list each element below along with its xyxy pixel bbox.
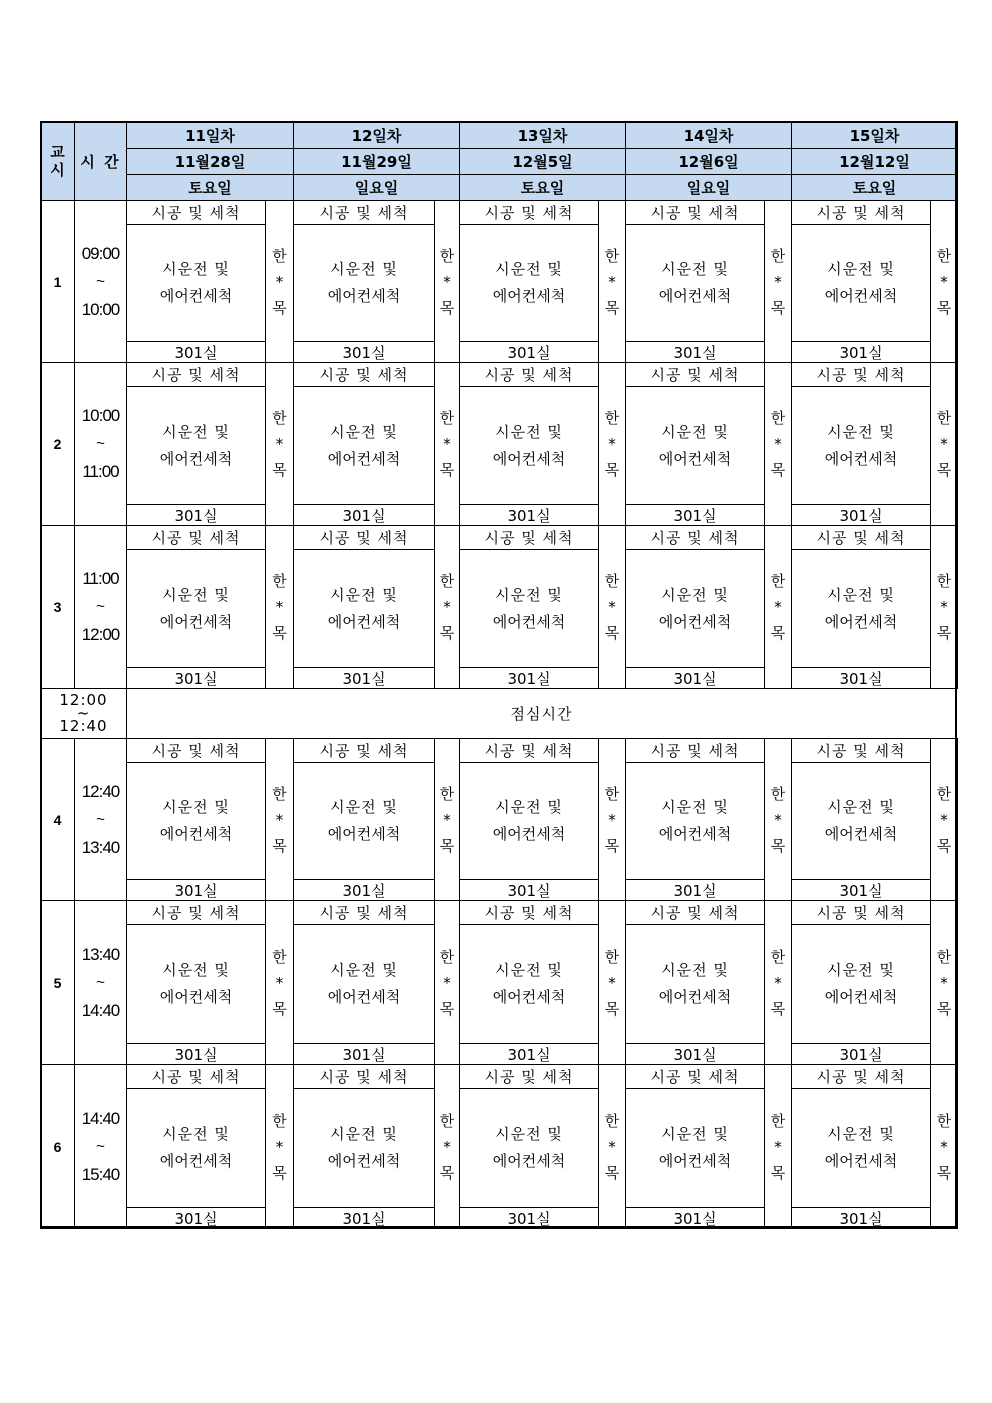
lesson-title-line1: 시운전 및 bbox=[330, 1125, 398, 1143]
lesson-title-line1: 시운전 및 bbox=[162, 1125, 230, 1143]
day-number: 15일차 bbox=[849, 126, 900, 145]
period-number-label: 1 bbox=[53, 273, 62, 290]
instructor-char-2: * bbox=[443, 435, 451, 453]
instructor-char-2: * bbox=[940, 973, 948, 992]
instructor-char-2: * bbox=[608, 598, 616, 616]
instructor-char-3: 목 bbox=[936, 298, 952, 317]
time-start: 13:40 bbox=[81, 944, 120, 964]
lunch-time-end: 12:40 bbox=[59, 717, 108, 735]
instructor-char-3: 목 bbox=[439, 836, 455, 855]
instructor-char-1: 한 bbox=[439, 572, 455, 590]
time-start: 12:40 bbox=[81, 781, 120, 801]
instructor-char-3: 목 bbox=[272, 999, 287, 1018]
time-end: 13:40 bbox=[81, 837, 120, 857]
lesson-room-label: 301실 bbox=[507, 343, 551, 362]
lesson-title-line1: 시운전 및 bbox=[661, 585, 729, 604]
instructor-char-2: * bbox=[940, 435, 948, 453]
lesson-room-label: 301실 bbox=[174, 1209, 218, 1228]
instructor-char-3: 목 bbox=[604, 624, 620, 642]
weekday: 일요일 bbox=[354, 179, 399, 197]
lesson-category-label: 시공 및 세척 bbox=[319, 529, 409, 547]
lesson-title-line1: 시운전 및 bbox=[162, 260, 230, 278]
lesson-room-label: 301실 bbox=[507, 506, 551, 525]
lesson-title-line1: 시운전 및 bbox=[827, 260, 895, 278]
lesson-title-line2: 에어컨세척 bbox=[658, 612, 732, 631]
instructor-char-2: * bbox=[275, 1137, 284, 1156]
lesson-title-line1: 시운전 및 bbox=[495, 260, 563, 278]
instructor-char-2: * bbox=[275, 435, 284, 453]
instructor-char-3: 목 bbox=[604, 298, 620, 317]
lesson-title-line2: 에어컨세척 bbox=[658, 1152, 732, 1170]
period-number-label: 2 bbox=[53, 436, 62, 452]
lesson-category-label: 시공 및 세척 bbox=[650, 204, 740, 222]
lesson-room-label: 301실 bbox=[673, 1209, 717, 1228]
instructor-char-1: 한 bbox=[770, 947, 786, 966]
timetable bbox=[40, 121, 957, 1228]
lesson-title-line2: 에어컨세척 bbox=[492, 1152, 566, 1170]
lesson-title-line2: 에어컨세척 bbox=[824, 449, 898, 468]
lesson-title-line2: 에어컨세척 bbox=[159, 449, 233, 468]
lesson-category-label: 시공 및 세척 bbox=[650, 366, 740, 384]
lunch-label: 점심시간 bbox=[510, 705, 573, 723]
lesson-title-line1: 시운전 및 bbox=[661, 961, 729, 979]
date: 12월6일 bbox=[678, 153, 739, 171]
instructor-char-1: 한 bbox=[604, 947, 620, 966]
instructor-char-2: * bbox=[940, 598, 948, 616]
weekday: 토요일 bbox=[520, 179, 565, 197]
time-end: 14:40 bbox=[81, 1000, 120, 1020]
lesson-title-line2: 에어컨세척 bbox=[824, 1152, 898, 1170]
instructor-char-2: * bbox=[443, 1137, 451, 1156]
instructor-char-2: * bbox=[608, 435, 616, 453]
instructor-char-2: * bbox=[608, 973, 616, 992]
lesson-category-label: 시공 및 세척 bbox=[484, 204, 574, 222]
instructor-char-3: 목 bbox=[770, 1163, 786, 1182]
lesson-title-line1: 시운전 및 bbox=[162, 798, 230, 816]
period-header-label: 교 시 bbox=[50, 143, 65, 179]
instructor-char-2: * bbox=[940, 1137, 948, 1156]
instructor-char-2: * bbox=[774, 810, 782, 829]
lesson-room-label: 301실 bbox=[507, 669, 551, 688]
time-start: 09:00 bbox=[81, 243, 120, 263]
instructor-char-1: 한 bbox=[936, 409, 952, 427]
lesson-room-label: 301실 bbox=[342, 1209, 386, 1228]
lesson-title-line1: 시운전 및 bbox=[162, 585, 230, 604]
instructor-char-3: 목 bbox=[272, 461, 287, 479]
instructor-char-1: 한 bbox=[936, 246, 952, 265]
lesson-title-line2: 에어컨세척 bbox=[159, 988, 233, 1006]
instructor-char-3: 목 bbox=[604, 1163, 620, 1182]
lesson-category-label: 시공 및 세척 bbox=[816, 529, 906, 547]
lesson-title-line2: 에어컨세척 bbox=[159, 825, 233, 843]
instructor-char-1: 한 bbox=[272, 409, 287, 427]
instructor-char-3: 목 bbox=[272, 1163, 287, 1182]
time-end: 10:00 bbox=[81, 299, 120, 319]
lesson-title-line2: 에어컨세척 bbox=[327, 1152, 401, 1170]
instructor-char-1: 한 bbox=[439, 1111, 455, 1130]
lesson-room-label: 301실 bbox=[673, 881, 717, 900]
instructor-char-1: 한 bbox=[604, 1111, 620, 1130]
instructor-char-2: * bbox=[774, 973, 782, 992]
instructor-char-1: 한 bbox=[439, 784, 455, 803]
instructor-char-1: 한 bbox=[604, 572, 620, 590]
instructor-char-3: 목 bbox=[936, 999, 952, 1018]
lesson-room-label: 301실 bbox=[839, 669, 883, 688]
instructor-char-3: 목 bbox=[604, 461, 620, 479]
instructor-char-1: 한 bbox=[439, 246, 455, 265]
period-number-label: 5 bbox=[53, 974, 62, 991]
lesson-category-label: 시공 및 세척 bbox=[319, 1068, 409, 1086]
instructor-char-2: * bbox=[608, 1137, 616, 1156]
lesson-title-line2: 에어컨세척 bbox=[824, 988, 898, 1006]
instructor-char-1: 한 bbox=[936, 947, 952, 966]
lesson-category-label: 시공 및 세척 bbox=[650, 742, 740, 760]
lesson-title-line1: 시운전 및 bbox=[661, 422, 729, 441]
instructor-char-3: 목 bbox=[770, 461, 786, 479]
instructor-char-3: 목 bbox=[604, 999, 620, 1018]
lesson-title-line2: 에어컨세척 bbox=[327, 988, 401, 1006]
weekday: 토요일 bbox=[852, 179, 897, 197]
lesson-category-label: 시공 및 세척 bbox=[151, 742, 241, 760]
instructor-char-1: 한 bbox=[272, 947, 287, 966]
instructor-char-1: 한 bbox=[439, 409, 455, 427]
lesson-room-label: 301실 bbox=[839, 881, 883, 900]
lesson-title-line1: 시운전 및 bbox=[162, 422, 230, 441]
lesson-category-label: 시공 및 세척 bbox=[484, 529, 574, 547]
lesson-title-line2: 에어컨세척 bbox=[658, 449, 732, 468]
lesson-room-label: 301실 bbox=[342, 506, 386, 525]
instructor-char-2: * bbox=[940, 810, 948, 829]
lesson-title-line1: 시운전 및 bbox=[661, 798, 729, 816]
time-header-label: 시 간 bbox=[80, 152, 121, 171]
instructor-char-3: 목 bbox=[439, 999, 455, 1018]
lesson-title-line2: 에어컨세척 bbox=[159, 287, 233, 305]
instructor-char-2: * bbox=[608, 272, 616, 291]
lesson-room-label: 301실 bbox=[839, 1209, 883, 1228]
period-number-label: 4 bbox=[53, 811, 62, 828]
instructor-char-3: 목 bbox=[936, 1163, 952, 1182]
lesson-room-label: 301실 bbox=[673, 669, 717, 688]
lesson-room-label: 301실 bbox=[342, 669, 386, 688]
lesson-title-line1: 시운전 및 bbox=[330, 961, 398, 979]
instructor-char-3: 목 bbox=[272, 298, 287, 317]
instructor-char-2: * bbox=[275, 973, 284, 992]
weekday: 일요일 bbox=[686, 179, 731, 197]
time-start: 10:00 bbox=[81, 406, 120, 425]
instructor-char-1: 한 bbox=[936, 572, 952, 590]
weekday: 토요일 bbox=[188, 179, 232, 197]
time-sep: ~ bbox=[96, 973, 105, 991]
instructor-char-3: 목 bbox=[770, 624, 786, 642]
instructor-char-3: 목 bbox=[770, 298, 786, 317]
instructor-char-3: 목 bbox=[439, 298, 455, 317]
instructor-char-2: * bbox=[275, 598, 284, 616]
lesson-title-line1: 시운전 및 bbox=[495, 961, 563, 979]
instructor-char-1: 한 bbox=[936, 784, 952, 803]
day-number: 11일차 bbox=[185, 126, 235, 145]
time-start: 14:40 bbox=[81, 1108, 120, 1128]
time-end: 11:00 bbox=[82, 462, 119, 481]
lesson-category-label: 시공 및 세척 bbox=[484, 904, 574, 922]
lesson-title-line2: 에어컨세척 bbox=[327, 287, 401, 305]
instructor-char-1: 한 bbox=[770, 1111, 786, 1130]
instructor-char-1: 한 bbox=[770, 246, 786, 265]
lesson-room-label: 301실 bbox=[174, 506, 218, 525]
instructor-char-1: 한 bbox=[936, 1111, 952, 1130]
lesson-title-line2: 에어컨세척 bbox=[492, 825, 566, 843]
instructor-char-3: 목 bbox=[272, 836, 287, 855]
lesson-category-label: 시공 및 세척 bbox=[650, 529, 740, 547]
instructor-char-3: 목 bbox=[439, 1163, 455, 1182]
lesson-category-label: 시공 및 세척 bbox=[151, 366, 241, 384]
time-sep: ~ bbox=[96, 598, 105, 615]
lesson-room-label: 301실 bbox=[673, 506, 717, 525]
lesson-room-label: 301실 bbox=[174, 669, 218, 688]
instructor-char-1: 한 bbox=[272, 246, 287, 265]
instructor-char-1: 한 bbox=[439, 947, 455, 966]
lesson-title-line2: 에어컨세척 bbox=[492, 449, 566, 468]
time-sep: ~ bbox=[96, 1137, 105, 1155]
instructor-char-2: * bbox=[443, 272, 451, 291]
instructor-char-2: * bbox=[774, 1137, 782, 1156]
lesson-room-label: 301실 bbox=[839, 343, 883, 362]
instructor-char-1: 한 bbox=[604, 409, 620, 427]
instructor-char-2: * bbox=[275, 272, 284, 291]
instructor-char-1: 한 bbox=[272, 784, 287, 803]
lunch-time-sep: ~ bbox=[76, 704, 91, 722]
lesson-title-line1: 시운전 및 bbox=[827, 585, 895, 604]
instructor-char-3: 목 bbox=[439, 624, 455, 642]
instructor-char-1: 한 bbox=[272, 1111, 287, 1130]
instructor-char-1: 한 bbox=[770, 409, 786, 427]
instructor-char-2: * bbox=[774, 272, 782, 291]
date: 12월12일 bbox=[839, 153, 910, 171]
lesson-room-label: 301실 bbox=[673, 1045, 717, 1064]
time-start: 11:00 bbox=[82, 569, 119, 588]
lesson-title-line1: 시운전 및 bbox=[661, 1125, 729, 1143]
lesson-title-line2: 에어컨세척 bbox=[658, 988, 732, 1006]
instructor-char-3: 목 bbox=[770, 836, 786, 855]
lesson-title-line2: 에어컨세척 bbox=[492, 988, 566, 1006]
instructor-char-2: * bbox=[275, 810, 284, 829]
lesson-category-label: 시공 및 세척 bbox=[151, 204, 241, 222]
time-sep: ~ bbox=[96, 810, 105, 828]
time-sep: ~ bbox=[96, 435, 105, 452]
lesson-title-line2: 에어컨세척 bbox=[824, 825, 898, 843]
lesson-title-line1: 시운전 및 bbox=[661, 260, 729, 278]
instructor-char-1: 한 bbox=[604, 784, 620, 803]
lesson-title-line1: 시운전 및 bbox=[495, 422, 563, 441]
lesson-title-line2: 에어컨세척 bbox=[492, 287, 566, 305]
instructor-char-3: 목 bbox=[604, 836, 620, 855]
lesson-title-line1: 시운전 및 bbox=[330, 422, 398, 441]
lesson-category-label: 시공 및 세척 bbox=[816, 1068, 906, 1086]
lesson-category-label: 시공 및 세척 bbox=[319, 904, 409, 922]
lesson-title-line2: 에어컨세척 bbox=[159, 1152, 233, 1170]
lesson-category-label: 시공 및 세척 bbox=[319, 366, 409, 384]
date: 12월5일 bbox=[512, 153, 573, 171]
day-number: 14일차 bbox=[683, 126, 734, 145]
instructor-char-2: * bbox=[443, 598, 451, 616]
time-end: 12:00 bbox=[81, 625, 120, 644]
lesson-title-line2: 에어컨세척 bbox=[327, 825, 401, 843]
lesson-category-label: 시공 및 세척 bbox=[650, 1068, 740, 1086]
lesson-category-label: 시공 및 세척 bbox=[816, 204, 906, 222]
lesson-room-label: 301실 bbox=[507, 881, 551, 900]
lesson-room-label: 301실 bbox=[839, 506, 883, 525]
lesson-title-line1: 시운전 및 bbox=[495, 1125, 563, 1143]
lesson-room-label: 301실 bbox=[174, 881, 218, 900]
instructor-char-3: 목 bbox=[936, 461, 952, 479]
lesson-room-label: 301실 bbox=[342, 881, 386, 900]
table-border bbox=[40, 121, 957, 1228]
lesson-room-label: 301실 bbox=[174, 1045, 218, 1064]
lesson-category-label: 시공 및 세척 bbox=[816, 742, 906, 760]
instructor-char-1: 한 bbox=[604, 246, 620, 265]
time-sep: ~ bbox=[96, 272, 105, 290]
instructor-char-3: 목 bbox=[439, 461, 455, 479]
instructor-char-2: * bbox=[443, 973, 451, 992]
lesson-title-line1: 시운전 및 bbox=[330, 260, 398, 278]
lesson-category-label: 시공 및 세척 bbox=[319, 204, 409, 222]
lesson-category-label: 시공 및 세척 bbox=[484, 366, 574, 384]
lesson-room-label: 301실 bbox=[507, 1209, 551, 1228]
lesson-category-label: 시공 및 세척 bbox=[816, 366, 906, 384]
date: 11월29일 bbox=[341, 153, 412, 171]
instructor-char-3: 목 bbox=[770, 999, 786, 1018]
lesson-title-line2: 에어컨세척 bbox=[159, 612, 233, 631]
instructor-char-2: * bbox=[608, 810, 616, 829]
time-end: 15:40 bbox=[81, 1164, 120, 1184]
instructor-char-2: * bbox=[774, 598, 782, 616]
lesson-title-line2: 에어컨세척 bbox=[327, 612, 401, 631]
instructor-char-2: * bbox=[940, 272, 948, 291]
lesson-title-line1: 시운전 및 bbox=[827, 1125, 895, 1143]
lesson-title-line1: 시운전 및 bbox=[827, 798, 895, 816]
lesson-title-line2: 에어컨세척 bbox=[492, 612, 566, 631]
lesson-category-label: 시공 및 세척 bbox=[151, 1068, 241, 1086]
day-number: 12일차 bbox=[351, 126, 402, 145]
lesson-room-label: 301실 bbox=[174, 343, 218, 362]
instructor-char-3: 목 bbox=[936, 624, 952, 642]
period-number-label: 3 bbox=[53, 599, 62, 615]
lesson-category-label: 시공 및 세척 bbox=[151, 904, 241, 922]
lesson-room-label: 301실 bbox=[839, 1045, 883, 1064]
instructor-char-2: * bbox=[774, 435, 782, 453]
instructor-char-1: 한 bbox=[770, 572, 786, 590]
instructor-char-2: * bbox=[443, 810, 451, 829]
lesson-title-line2: 에어컨세척 bbox=[824, 612, 898, 631]
lesson-room-label: 301실 bbox=[342, 343, 386, 362]
lesson-title-line1: 시운전 및 bbox=[827, 961, 895, 979]
lesson-category-label: 시공 및 세척 bbox=[484, 1068, 574, 1086]
lesson-category-label: 시공 및 세척 bbox=[816, 904, 906, 922]
lesson-room-label: 301실 bbox=[342, 1045, 386, 1064]
instructor-char-1: 한 bbox=[770, 784, 786, 803]
lesson-title-line2: 에어컨세척 bbox=[824, 287, 898, 305]
lesson-room-label: 301실 bbox=[673, 343, 717, 362]
lunch-time-start: 12:00 bbox=[59, 691, 108, 709]
period-number-label: 6 bbox=[53, 1138, 62, 1155]
lesson-category-label: 시공 및 세척 bbox=[484, 742, 574, 760]
lesson-title-line1: 시운전 및 bbox=[330, 798, 398, 816]
lesson-title-line1: 시운전 및 bbox=[330, 585, 398, 604]
lesson-room-label: 301실 bbox=[507, 1045, 551, 1064]
date: 11월28일 bbox=[174, 153, 246, 171]
lesson-category-label: 시공 및 세척 bbox=[151, 529, 241, 547]
lesson-title-line1: 시운전 및 bbox=[495, 585, 563, 604]
instructor-char-3: 목 bbox=[272, 624, 287, 642]
instructor-char-3: 목 bbox=[936, 836, 952, 855]
lesson-title-line1: 시운전 및 bbox=[495, 798, 563, 816]
lesson-category-label: 시공 및 세척 bbox=[650, 904, 740, 922]
lesson-title-line2: 에어컨세척 bbox=[658, 825, 732, 843]
lesson-title-line1: 시운전 및 bbox=[827, 422, 895, 441]
day-number: 13일차 bbox=[517, 126, 568, 145]
lesson-category-label: 시공 및 세척 bbox=[319, 742, 409, 760]
instructor-char-1: 한 bbox=[272, 572, 287, 590]
lesson-title-line2: 에어컨세척 bbox=[327, 449, 401, 468]
lesson-title-line2: 에어컨세척 bbox=[658, 287, 732, 305]
lesson-title-line1: 시운전 및 bbox=[162, 961, 230, 979]
